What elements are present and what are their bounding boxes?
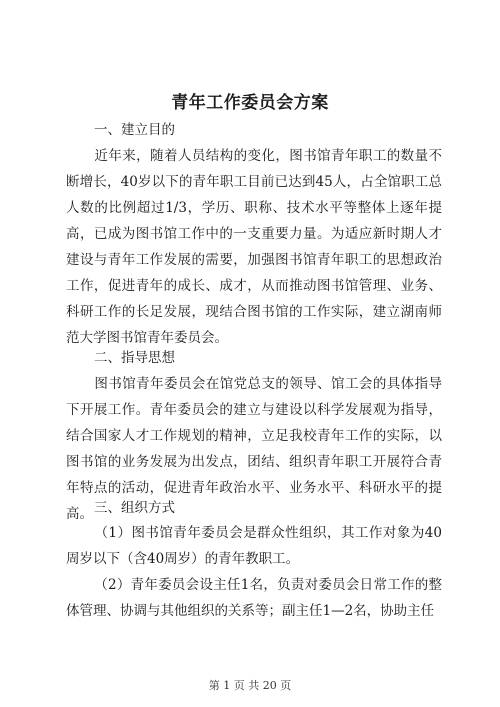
- paragraph-guiding-ideology: 图书馆青年委员会在馆党总支的领导、馆工会的具体指导下开展工作。青年委员会的建立与建设以科学发展观为指导，结合国家人才工作规划的精神，立足我校青年工作的实际，以图书馆的业务发展为出发点，团结、组织青年职工开展符合青年特点的活动，促进青年政治水平、业务水平、科研水平的提高。: [66, 376, 442, 522]
- paragraph-purpose: 近年来，随着人员结构的变化，图书馆青年职工的数量不断增长，40岁以下的青年职工目前已达到45人，占全馆职工总人数的比例超过1/3，学历、职称、技术水平等整体上逐年提高，已成为图书馆工作中的一支重要力量。为适应新时期人才建设与青年工作发展的需要，加强图书馆青年职工的思想政治工作，促进青年的成长、成才，从而推动图书馆管理、业务、科研工作的长足发展，现结合图书馆的工作实际，建立湖南师范大学图书馆青年委员会。: [66, 148, 442, 346]
- paragraph-organization-1: （1）图书馆青年委员会是群众性组织，其工作对象为40周岁以下（含40周岁）的青年教职工。: [66, 525, 442, 567]
- page-footer: 第 1 页 共 20 页: [208, 679, 292, 692]
- page-title: 青年工作委员会方案: [171, 93, 329, 113]
- paragraph-organization-2: （2）青年委员会设主任1名，负责对委员会日常工作的整体管理、协调与其他组织的关系等；副主任1—2名，协助主任: [66, 577, 442, 619]
- section-heading-organization: 三、组织方式: [94, 500, 175, 516]
- section-heading-guiding-ideology: 二、指导思想: [94, 350, 175, 366]
- section-heading-purpose: 一、建立目的: [94, 122, 175, 138]
